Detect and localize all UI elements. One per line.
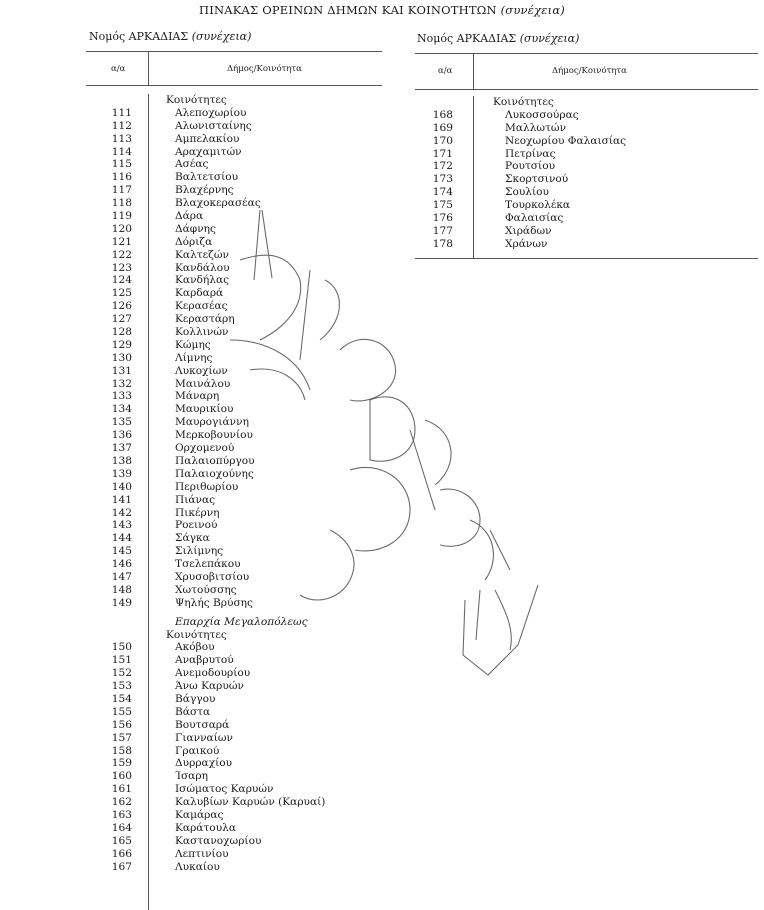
right-prefecture-cont: (συνέχεια) [519,32,580,45]
row-name: Ανεμοδουρίου [175,667,251,680]
row-name: Ακόβου [175,641,215,654]
row-number: 174 [432,186,453,199]
row-name: Σάγκα [175,532,210,545]
row-number: 155 [111,705,132,718]
right-header-aa: α/α [438,66,453,76]
row-number: 171 [432,147,453,160]
row-number: 118 [111,197,132,210]
row-name: Σιλίμνης [175,545,224,558]
row-name: Ορχομενού [175,442,235,455]
row-number: 146 [111,558,132,571]
row-number: 160 [111,770,132,783]
row-name: Λίμνης [175,351,213,364]
page-title [0,3,764,17]
row-name: Αλωνισταίνης [175,119,252,132]
row-number: 136 [111,429,132,442]
row-name: Καλτεζών [175,248,229,261]
row-name: Αμπελακίου [175,132,240,145]
row-name: Παλαιοπύργου [175,454,255,467]
row-name: Κανδήλας [175,274,230,287]
row-name: Ψηλής Βρύσης [175,596,253,609]
row-number: 131 [111,364,132,377]
right-header-divider [473,54,474,89]
row-number: 142 [111,506,132,519]
row-number: 128 [111,326,132,339]
page-title-main: ΠΙΝΑΚΑΣ ΟΡΕΙΝΩΝ ΔΗΜΩΝ ΚΑΙ ΚΟΙΝΟΤΗΤΩΝ [199,3,497,17]
row-number: 127 [111,313,132,326]
row-name: Δόριζα [175,235,213,248]
row-name: Κοινότητες [493,96,554,108]
row-number: 132 [111,377,132,390]
row-name: Δάρα [175,210,204,223]
row-name: Μάναρη [175,390,220,403]
row-name: Βάγγου [175,692,216,705]
row-name: Κώμης [175,338,211,351]
row-name: Ροεινού [175,519,218,532]
row-name: Πετρίνας [505,147,556,160]
row-name: Λεπτινίου [175,847,229,860]
row-name: Αλεποχωρίου [175,106,247,119]
right-header-municipality: Δήμος/Κοινότητα [552,66,627,76]
row-number: 117 [111,184,132,197]
row-name: Βαλτετσίου [175,171,239,184]
row-name: Λυκαίου [175,860,220,873]
row-number: 161 [111,783,132,796]
row-name: Γραικού [175,744,220,757]
row-number: 112 [111,119,132,132]
row-number: 173 [432,173,453,186]
row-name: Κερασέας [175,300,228,313]
row-name: Φαλαισίας [505,212,564,225]
row-number: 130 [111,351,132,364]
row-name: Κολλινών [175,326,229,339]
row-number: 151 [111,654,132,667]
row-name: Χράνων [505,237,548,250]
right-prefecture-name: Νομός ΑΡΚΑΔΙΑΣ [417,32,517,45]
row-number: 121 [111,235,132,248]
row-number: 138 [111,454,132,467]
row-name: Πιάνας [175,493,216,506]
row-number: 135 [111,416,132,429]
row-number: 158 [111,744,132,757]
row-name: Επαρχία Μεγαλοπόλεως [175,615,308,628]
row-name: Βουτσαρά [175,718,230,731]
watermark-stamp [200,170,600,730]
row-name: Μαυρογιάννη [175,416,249,429]
row-name: Χωτούσσης [175,583,237,596]
row-number: 169 [432,121,453,134]
right-table-bottom-rule [415,258,758,259]
row-number: 124 [111,274,132,287]
row-number: 172 [432,160,453,173]
row-name: Καμάρας [175,808,224,821]
row-name: Μαινάλου [175,377,231,390]
row-number: 114 [111,145,132,158]
row-number: 139 [111,467,132,480]
row-number: 141 [111,493,132,506]
row-name: Πικέρνη [175,506,220,519]
left-prefecture-heading [89,30,382,43]
row-number: 156 [111,718,132,731]
left-header-aa: α/α [111,64,126,74]
row-name: Ασέας [175,158,209,171]
row-name: Νεοχωρίου Φαλαισίας [505,134,627,147]
row-name: Κοινότητες [166,94,227,106]
left-prefecture-cont: (συνέχεια) [191,30,252,43]
left-column [86,30,382,873]
row-number: 122 [111,248,132,261]
row-name: Ίσαρη [175,770,208,783]
row-number: 143 [111,519,132,532]
row-number: 126 [111,300,132,313]
row-number: 144 [111,532,132,545]
row-number: 134 [111,403,132,416]
row-name: Ρουτσίου [505,160,556,173]
left-prefecture-name: Νομός ΑΡΚΑΔΙΑΣ [89,30,189,43]
row-number: 168 [432,108,453,121]
row-number: 163 [111,808,132,821]
row-name: Μαυρικίου [175,403,234,416]
row-number: 123 [111,261,132,274]
row-number: 177 [432,224,453,237]
row-name: Ισώματος Καρυών [175,783,274,796]
right-column [415,32,758,250]
row-number: 170 [432,134,453,147]
row-number: 137 [111,442,132,455]
row-name: Περιθωρίου [175,480,239,493]
row-number: 159 [111,757,132,770]
row-name: Κοινότητες [166,628,227,641]
row-number: 164 [111,821,132,834]
row-name: Σκορτσινού [505,173,569,186]
row-number: 150 [111,641,132,654]
row-name: Λυκοχίων [175,364,228,377]
row-number: 152 [111,667,132,680]
row-name: Τσελεπάκου [175,558,241,571]
row-number: 111 [111,106,132,119]
row-number: 166 [111,847,132,860]
row-number: 140 [111,480,132,493]
row-number: 133 [111,390,132,403]
row-number: 116 [111,171,132,184]
page-title-cont: (συνέχεια) [500,3,565,17]
row-number: 162 [111,796,132,809]
row-name: Βάστα [175,705,211,718]
row-name: Γιανναίων [175,731,233,744]
row-number: 176 [432,212,453,225]
row-name: Καράτουλα [175,821,236,834]
row-name: Μαλλωτών [505,121,567,134]
row-name: Κανδάλου [175,261,230,274]
row-name: Δάφνης [175,222,216,235]
row-name: Καστανοχωρίου [175,834,262,847]
row-number: 145 [111,545,132,558]
row-name: Σουλίου [505,186,549,199]
row-number: 167 [111,860,132,873]
row-name: Καρδαρά [175,287,224,300]
right-column-divider [473,96,474,258]
row-name: Κεραστάρη [175,313,235,326]
left-column-divider [148,94,149,910]
left-header-municipality: Δήμος/Κοινότητα [227,64,302,74]
row-name: Τουρκολέκα [505,199,571,212]
row-number: 157 [111,731,132,744]
row-number: 129 [111,338,132,351]
row-name: Λυκοσσούρας [505,108,579,121]
row-name: Καλυβίων Καρυών (Καρυαί) [175,796,326,809]
row-name: Δυρραχίου [175,757,233,770]
row-number: 147 [111,570,132,583]
row-name: Αραχαμιτών [175,145,242,158]
row-number: 113 [111,132,132,145]
row-name: Χιράδων [505,224,552,237]
right-prefecture-heading [417,32,758,45]
row-number: 119 [111,210,132,223]
row-name: Αναβρυτού [175,654,234,667]
right-table-header [415,53,758,90]
row-name: Μερκοβουνίου [175,429,253,442]
row-number: 149 [111,596,132,609]
row-number: 154 [111,692,132,705]
left-table-header [86,51,382,86]
row-name: Χρυσοβιτσίου [175,570,250,583]
row-number: 148 [111,583,132,596]
row-number: 120 [111,222,132,235]
row-name: Παλαιοχούνης [175,467,254,480]
row-number: 178 [432,237,453,250]
row-name: Βλαχέρνης [175,184,234,197]
row-number: 153 [111,680,132,693]
left-header-divider [148,52,149,85]
row-name: Άνω Καρυών [175,680,244,693]
row-name: Βλαχοκερασέας [175,197,261,210]
row-number: 115 [111,158,132,171]
row-number: 175 [432,199,453,212]
row-number: 165 [111,834,132,847]
row-number: 125 [111,287,132,300]
